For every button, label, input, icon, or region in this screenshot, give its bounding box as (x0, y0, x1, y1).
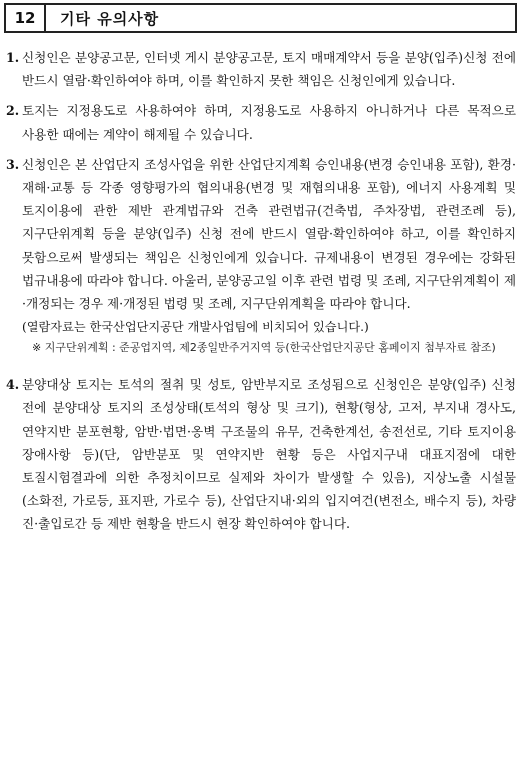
notice-index: 1. (6, 50, 20, 65)
section-header (4, 3, 517, 33)
notice-text: 분양대상 토지는 토석의 절취 및 성토, 암반부지로 조성됨으로 신청인은 분양(입주) 신청 전에 분양대상 토지의 조성상태(토석의 형상 및 크기), 현황(형상, 고저, 부지내 경사도, 연약지반 분포현황, 암반·법면·옹벽 구조물의 유무, 건축한계선, 송전선로, 기타 토지이용 장애사항 등)(단, 암반분포 및 연약지반 현황 등은 사업지구내 대표지점에 대한 토질시험결과에 의한 추정치이므로 실제와 차이가 발생할 수 있음), 지상노출 시설물(소화전, 가로등, 표지판, 가로수 등), 산업단지내·외의 입지여건(변전소, 배수지 등), 차량 진·출입로간 등 제반 현황을 반드시 현장 확인하여야 합니다. (22, 377, 516, 532)
notice-text: 신청인은 분양공고문, 인터넷 게시 분양공고문, 토지 매매계약서 등을 분양(입주)신청 전에 반드시 열람·확인하여야 하며, 이를 확인하지 못한 책임은 신청인에게 있습니다. (22, 50, 516, 89)
notice-text: 토지는 지정용도로 사용하여야 하며, 지정용도로 사용하지 아니하거나 다른 목적으로 사용한 때에는 계약이 해제될 수 있습니다. (22, 103, 516, 142)
notice-index: 4. (6, 377, 20, 393)
notice-text: 신청인은 본 산업단지 조성사업을 위한 산업단지계획 승인내용(변경 승인내용 포함), 환경·재해·교통 등 각종 영향평가의 협의내용(변경 및 재협의내용 포함), 에너지 사용계획 및 토지이용에 관한 제반 관계법규와 건축 관련법규(건축법, 주차장법, 관련조례 등), 지구단위계획 등을 분양(입주) 신청 전에 반드시 열람·확인하여야 하고, 이를 확인하지 못함으로써 발생되는 책임은 신청인에게 있습니다. 규제내용이 변경된 경우에는 강화된 법규내용에 따라야 합니다. 아울러, 분양공고일 이후 관련 법령 및 조례, 지구단위계획이 제·개정되는 경우 제·개정된 법령 및 조례, 지구단위계획을 따라야 합니다. (22, 156, 517, 312)
notice-list (0, 46, 525, 543)
notice-item-1 (0, 46, 525, 92)
section-title: 기타 유의사항 (60, 9, 160, 28)
notice-item-2 (0, 99, 525, 145)
notice-reference-note: (열람자료는 한국산업단지공단 개발사업팀에 비치되어 있습니다.) (22, 320, 369, 335)
notice-body (22, 153, 516, 357)
notice-footnote: ※ 지구단위계획 : 준공업지역, 제2종일반주거지역 등(한국산업단지공단 홈페이지 첨부자료 참조) (32, 341, 496, 355)
notice-item-3 (0, 153, 525, 357)
section-number: 12 (6, 5, 46, 31)
notice-index: 2. (6, 103, 20, 119)
notice-item-4 (0, 373, 525, 535)
notice-index: 3. (6, 156, 20, 172)
